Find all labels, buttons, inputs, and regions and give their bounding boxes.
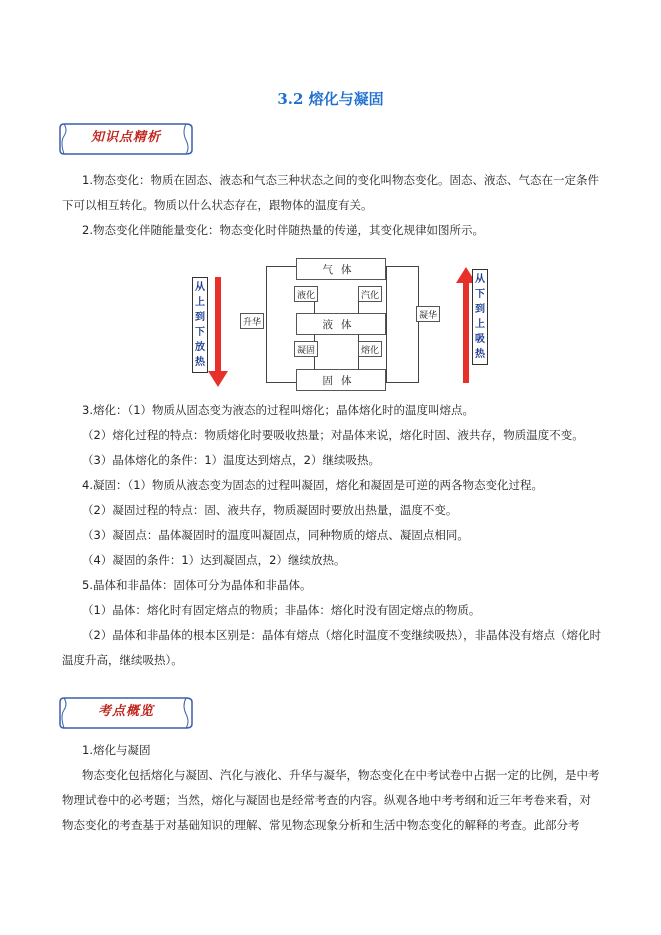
section-heading-label: 知识点精析 (90, 130, 161, 145)
intro-paragraphs (62, 168, 602, 243)
paragraph-1: 1.物态变化：物质在固态、液态和气态三种状态之间的变化叫物态变化。固态、液态、气态在一定条件下可以相互转化。物质以什么状态存在，跟物体的温度有关。 (62, 173, 599, 212)
gas-state-box: 气体 (296, 258, 386, 280)
liquefaction-label: 液化 (294, 286, 318, 302)
melting-label: 熔化 (358, 341, 382, 357)
paragraph-4: （2）熔化过程的特点：物质熔化时要吸收热量；对晶体来说，熔化时固、液共存，物质温度不变。 (82, 428, 584, 442)
paragraph-5: （3）晶体熔化的条件：1）温度达到熔点，2）继续吸热。 (82, 453, 380, 467)
section-heading-overview (58, 694, 194, 730)
liquid-state-box: 液体 (296, 313, 386, 335)
deposition-label: 凝华 (416, 306, 440, 322)
paragraph-14: 物态变化包括熔化与凝固、汽化与液化、升华与凝华，物态变化在中考试卷中占据一定的比例，是中考物理试卷中的必考题；当然，熔化与凝固也是经常考查的内容。纵观各地中考考纲和近三年考卷来看，对物态变化的考查基于对基础知识的理解、常见物态现象分析和生活中物态变化的解释的考查。此部分考 (62, 768, 600, 832)
arrow-down-icon (208, 277, 228, 389)
solidification-label: 凝固 (294, 341, 318, 357)
paragraph-12: （2）晶体和非晶体的根本区别是：晶体有熔点（熔化时温度不变继续吸热），非晶体没有熔点（熔化时温度升高，继续吸热）。 (62, 628, 602, 667)
paragraph-8: （3）凝固点：晶体凝固时的温度叫凝固点，同种物质的熔点、凝固点相同。 (82, 528, 469, 542)
vaporization-label: 汽化 (358, 286, 382, 302)
overview-paragraphs (62, 738, 602, 838)
solid-state-box: 固体 (296, 369, 386, 391)
paragraph-9: （4）凝固的条件：1）达到凝固点，2）继续放热。 (82, 553, 346, 567)
label-top-to-bottom-release-heat: 从上到下放热 (192, 277, 208, 373)
paragraph-6: 4.凝固：（1）物质从液态变为固态的过程叫凝固，熔化和凝固是可逆的两各物态变化过程。 (82, 478, 544, 492)
paragraph-2: 2.物态变化伴随能量变化：物态变化时伴随热量的传递，其变化规律如图所示。 (82, 223, 484, 237)
sublimation-label: 升华 (240, 313, 264, 329)
paragraph-7: （2）凝固过程的特点：固、液共存，物质凝固时要放出热量，温度不变。 (82, 503, 458, 517)
section-heading-knowledge (58, 120, 194, 156)
paragraph-10: 5.晶体和非晶体：固体可分为晶体和非晶体。 (82, 578, 312, 592)
main-paragraphs (62, 398, 602, 673)
paragraph-3: 3.熔化：（1）物质从固态变为液态的过程叫熔化；晶体熔化时的温度叫熔点。 (82, 403, 475, 417)
page-title: 3.2 熔化与凝固 (277, 90, 384, 108)
paragraph-13: 1.熔化与凝固 (82, 743, 151, 757)
section-heading-label: 考点概览 (97, 704, 154, 719)
label-bottom-to-top-absorb-heat: 从下到上吸热 (472, 269, 488, 365)
paragraph-11: （1）晶体：熔化时有固定熔点的物质；非晶体：熔化时没有固定熔点的物质。 (82, 603, 481, 617)
state-change-diagram (190, 255, 500, 390)
